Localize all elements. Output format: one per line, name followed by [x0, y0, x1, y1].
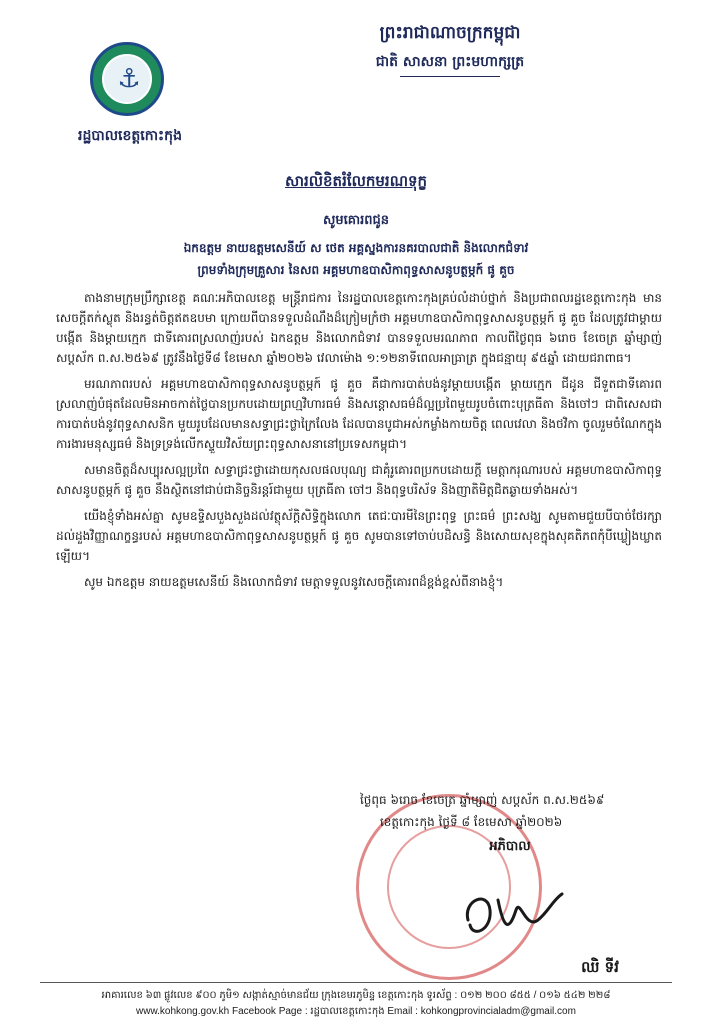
organization-name: រដ្ឋបាលខេត្តកោះកុង	[78, 128, 182, 144]
body-paragraph: តាងនាមក្រុមប្រឹក្សាខេត្ត គណៈអភិបាលខេត្ត មន្ត្រីរាជការ នៃរដ្ឋបាលខេត្តកោះកុងគ្រប់លំដាប់ថ្នាក់ និងប្រជាពលរដ្ឋខេត្តកោះកុង មានសេចក្តីតក់ស្លុត និងរន្ធត់ចិត្តឥតឧបមា ក្រោយពីបានទទួលដំណឹងដ៏ក្រៀមក្រំថា អគ្គមហាឧបាសិកាពុទ្ធសាសនូបត្ថម្ភក៍ ផូ គួច ដែលត្រូវជាម្តាយបង្កើត និងម្តាយក្មេក ជាទីគោរពស្រលាញ់របស់ ឯកឧត្តម និងលោកជំទាវ បានទទួលមរណភាព កាលពីថ្ងៃពុធ ៦រោច ខែចេត្រ ឆ្នាំម្សាញ់ សប្តស័ក ព.ស.២៥៦៩ ត្រូវនឹងថ្ងៃទី៨ ខែមេសា ឆ្នាំ២០២៦ វេលាម៉ោង ១:១២នាទីពេលអាធ្រាត្រ ក្នុងជន្មាយុ ៩៥ឆ្នាំ ដោយជរាពាធ។	[56, 291, 662, 365]
motto-divider	[400, 76, 500, 77]
body-paragraph: មរណភាពរបស់ អគ្គមហាឧបាសិកាពុទ្ធសាសនូបត្ថម្ភក៍ ផូ គួច គឺជាការបាត់បង់នូវម្តាយបង្កើត ម្តាយក្មេក ជីដូន ជីទួតជាទីគោរពស្រលាញ់បំផុតដែលមិនអាចកាត់ថ្លៃបានប្រកបដោយព្រហ្មវិហារធម៌ និងសន្តោសធម៌ដ៏ល្អប្រពៃមួយរូបចំពោះបុត្រធីតា និងចៅៗ ជាពិសេសជាការបាត់បង់នូវពុទ្ធសាសនិក មួយរូបដែលមានសទ្ធាជ្រះថ្លាក្រៃលែង ដែលបានបូជាអស់កម្លាំងកាយចិត្ត ពេលវេលា និងថវិកា ចូលរួមចំណែកក្នុងការងារមនុស្សធម៌ និងទ្រទ្រង់លើកស្ទួយវិស័យព្រះពុទ្ធសាសនានៅប្រទេសកម្ពុជា។	[56, 377, 663, 451]
recipient-line-2: ព្រមទាំងក្រុមគ្រួសារ នៃសព អគ្គមហាឧបាសិកាពុទ្ធសាសនូបត្ថម្ភក៍ ផូ គួច	[197, 263, 515, 277]
signatory-title: អភិបាល	[489, 839, 531, 854]
signatory-name: ឈិ ទីវ	[581, 958, 619, 976]
body-paragraph: សមានចិត្តដ៏សប្បុរសល្អប្រពៃ សទ្ធាជ្រះថ្លាដោយកុសលផលបុណ្យ ជាគុំរូគោរពប្រកបដោយក្តី មេត្តាករុណារបស់ អគ្គមហាឧបាសិកាពុទ្ធសាសនូបត្ថម្ភក៍ ផូ គួច នឹងស្ថិតនៅជាប់ជានិច្ចនិរន្តរ៍ជាមួយ បុត្រធីតា ចៅៗ និងពុទ្ធបរិស័ទ និងញាតិមិត្តជិតឆ្ងាយទាំងអស់។	[56, 463, 662, 497]
footer-address: អាគារលេខ ៦៣ ផ្លូវលេខ ៩០០ ភូមិ១ សង្កាត់ស្មាច់មានជ័យ ក្រុងខេមរភូមិន្ទ ខេត្តកោះកុង ទូរស័ព្ទ : ០១២ ២០០ ៨៥៥ / ០១៦ ៥៤២ ២២៨	[101, 990, 611, 1001]
provincial-seal-icon	[90, 42, 164, 116]
anchor-icon: ⚓	[117, 64, 141, 94]
handwritten-signature-icon	[458, 880, 568, 950]
body-paragraph: យើងខ្ញុំទាំងអស់គ្នា សូមឧទ្ទិសបួងសួងដល់វត្ថុស័ក្តិសិទ្ធិក្នុងលោក តេជៈបារមីនៃព្រះពុទ្ធ ព្រះធម៌ ព្រះសង្ឃ សូមតាមជួយបីបាច់ថែរក្សាដល់ដួងវិញ្ញាណក្ខន្ធរបស់ អគ្គមហាឧបាសិកាពុទ្ធសាសនូបត្ថម្ភក៍ ផូ គួច សូមបានទៅចាប់បដិសន្ធិ និងសោយសុខក្នុងសុគតិភពកុំបីឃ្លៀងឃ្លាតឡើយ។	[56, 509, 662, 563]
lunar-date: ថ្ងៃពុធ ៦រោច ខែចេត្រ ឆ្នាំម្សាញ់ សប្តស័ក ព.ស.២៥៦៩	[360, 793, 605, 807]
footer-divider	[40, 982, 672, 983]
footer-contact-links: www.kohkong.gov.kh Facebook Page : រដ្ឋបាលខេត្តកោះកុង Email : kohkongprovincialadm@gmail.com	[136, 1006, 576, 1017]
recipient-line-1: ឯកឧត្តម នាយឧត្តមសេនីយ៍ ស ថេត អគ្គស្នងការនគរបាលជាតិ និងលោកជំទាវ	[183, 241, 529, 255]
letter-body	[56, 288, 662, 598]
seal-inner-ring	[102, 54, 152, 104]
body-paragraph: សូម ឯកឧត្តម នាយឧត្តមសេនីយ៍ និងលោកជំទាវ មេត្តាទទួលនូវសេចក្តីគោរពដ៏ខ្ពង់ខ្ពស់ពីនាងខ្ញុំ។	[84, 575, 504, 589]
place-and-date: ខេត្តកោះកុង ថ្ងៃទី ៨ ខែមេសា ឆ្នាំ២០២៦	[380, 815, 563, 829]
national-motto: ជាតិ សាសនា ព្រះមហាក្សត្រ	[375, 54, 525, 70]
document-title: សារលិខិតរំលែកមរណទុក្ខ	[284, 172, 428, 190]
salutation: សូមគោរពជូន	[322, 213, 389, 228]
kingdom-heading: ព្រះរាជាណាចក្រកម្ពុជា	[379, 23, 521, 43]
